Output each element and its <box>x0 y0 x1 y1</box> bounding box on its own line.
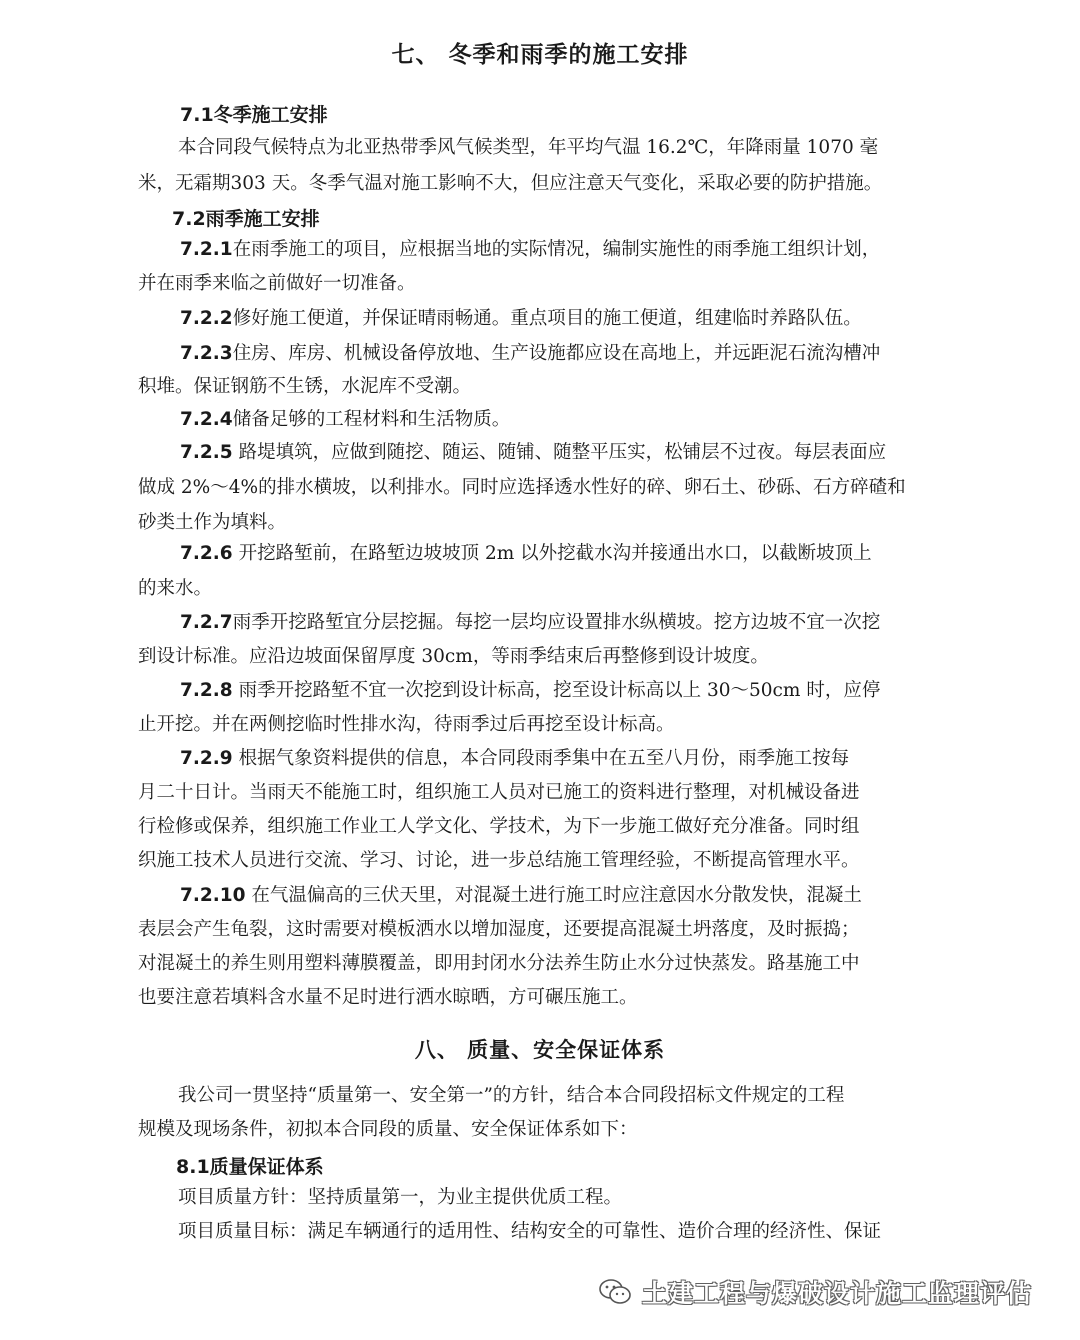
wechat-icon <box>598 1277 632 1307</box>
paragraph-line: 本合同段气候特点为北亚热带季风气候类型，年平均气温 16.2℃，年降雨量 1070 毫 <box>178 137 879 158</box>
section-8-title: 八、 质量、安全保证体系 <box>414 1038 666 1062</box>
paragraph-line: 月二十日计。当雨天不能施工时，组织施工人员对已施工的资料进行整理，对机械设备进 <box>138 782 860 803</box>
item-text: 雨季开挖路堑宜分层挖掘。每挖一层均应设置排水纵横坡。挖方边坡不宜一次挖 <box>232 612 881 633</box>
item-7-2-1 <box>138 232 1020 268</box>
paragraph-line: 项目质量目标：满足车辆通行的适用性、结构安全的可靠性、造价合理的经济性、保证 <box>178 1221 882 1242</box>
item-number: 7.2.5 <box>180 442 233 463</box>
item-7-2-6 <box>138 536 1020 572</box>
paragraph-line: 对混凝土的养生则用塑料薄膜覆盖，即用封闭水分法养生防止水分过快蒸发。路基施工中 <box>138 953 860 974</box>
watermark-text: 土建工程与爆破设计施工监理评估 <box>642 1279 1033 1308</box>
paragraph-line: 项目质量方针：坚持质量第一，为业主提供优质工程。 <box>178 1187 623 1208</box>
paragraph-line: 织施工技术人员进行交流、学习、讨论，进一步总结施工管理经验，不断提高管理水平。 <box>138 850 860 871</box>
item-number: 7.2.9 <box>180 748 233 769</box>
item-text: 路堤填筑，应做到随挖、随运、随铺、随整平压实，松铺层不过夜。每层表面应 <box>232 442 887 463</box>
item-7-2-7 <box>138 605 1020 641</box>
item-7-2-2 <box>138 301 1020 337</box>
paragraph-line: 规模及现场条件，初拟本合同段的质量、安全保证体系如下： <box>138 1119 638 1140</box>
item-text: 在气温偏高的三伏天里，对混凝土进行施工时应注意因水分散发快，混凝土 <box>245 885 862 906</box>
item-number: 7.2.2 <box>180 308 233 329</box>
paragraph-line: 积堆。保证钢筋不生锈，水泥库不受潮。 <box>138 376 472 397</box>
paragraph-line: 表层会产生龟裂，这时需要对模板洒水以增加湿度，还要提高混凝土坍落度，及时振捣； <box>138 919 860 940</box>
paragraph-line: 到设计标准。应沿边坡面保留厚度 30cm，等雨季结束后再整修到设计坡度。 <box>138 646 769 667</box>
item-7-2-3 <box>138 336 1020 372</box>
watermark <box>598 1274 1032 1310</box>
item-text: 开挖路堑前，在路堑边坡坡顶 2m 以外挖截水沟并接通出水口，以截断坡顶上 <box>232 543 872 564</box>
item-number: 7.2.4 <box>180 409 233 430</box>
section-7-1-heading: 7.1冬季施工安排 <box>180 104 328 126</box>
item-7-2-10 <box>138 878 1020 914</box>
item-number: 7.2.10 <box>180 885 246 906</box>
item-number: 7.2.6 <box>180 543 233 564</box>
item-text: 住房、库房、机械设备停放地、生产设施都应设在高地上，并远距泥石流沟槽冲 <box>232 343 881 364</box>
section-7-2-heading: 7.2雨季施工安排 <box>172 208 320 230</box>
paragraph-line: 我公司一贯坚持“质量第一、安全第一”的方针，结合本合同段招标文件规定的工程 <box>178 1085 845 1106</box>
item-number: 7.2.7 <box>180 612 233 633</box>
item-text: 雨季开挖路堑不宜一次挖到设计标高，挖至设计标高以上 30～50cm 时，应停 <box>232 680 881 701</box>
section-8-1-heading: 8.1质量保证体系 <box>176 1156 324 1178</box>
item-7-2-9 <box>138 741 1020 777</box>
item-number: 7.2.3 <box>180 343 233 364</box>
paragraph-line: 做成 2%～4%的排水横坡，以利排水。同时应选择透水性好的碎、卵石土、砂砾、石方碎碴和 <box>138 477 906 498</box>
paragraph-line: 止开挖。并在两侧挖临时性排水沟，待雨季过后再挖至设计标高。 <box>138 714 675 735</box>
item-7-2-8 <box>138 673 1020 709</box>
item-number: 7.2.1 <box>180 239 233 260</box>
paragraph-line: 并在雨季来临之前做好一切准备。 <box>138 273 416 294</box>
item-text: 在雨季施工的项目，应根据当地的实际情况，编制实施性的雨季施工组织计划， <box>232 239 881 260</box>
paragraph-line: 也要注意若填料含水量不足时进行洒水晾晒，方可碾压施工。 <box>138 987 638 1008</box>
item-text: 储备足够的工程材料和生活物质。 <box>232 409 511 430</box>
item-text: 根据气象资料提供的信息，本合同段雨季集中在五至八月份，雨季施工按每 <box>232 748 850 769</box>
paragraph-line: 行检修或保养，组织施工作业工人学文化、学技术，为下一步施工做好充分准备。同时组 <box>138 816 860 837</box>
paragraph-line: 的来水。 <box>138 578 213 599</box>
item-number: 7.2.8 <box>180 680 233 701</box>
paragraph-line: 米，无霜期303 天。冬季气温对施工影响不大，但应注意天气变化，采取必要的防护措施。 <box>138 173 883 194</box>
item-7-2-4 <box>138 402 1020 438</box>
paragraph-line: 砂类土作为填料。 <box>138 512 287 533</box>
item-text: 修好施工便道，并保证晴雨畅通。重点项目的施工便道，组建临时养路队伍。 <box>232 308 862 329</box>
section-7-title: 七、 冬季和雨季的施工安排 <box>391 42 689 68</box>
item-7-2-5 <box>138 435 1020 471</box>
